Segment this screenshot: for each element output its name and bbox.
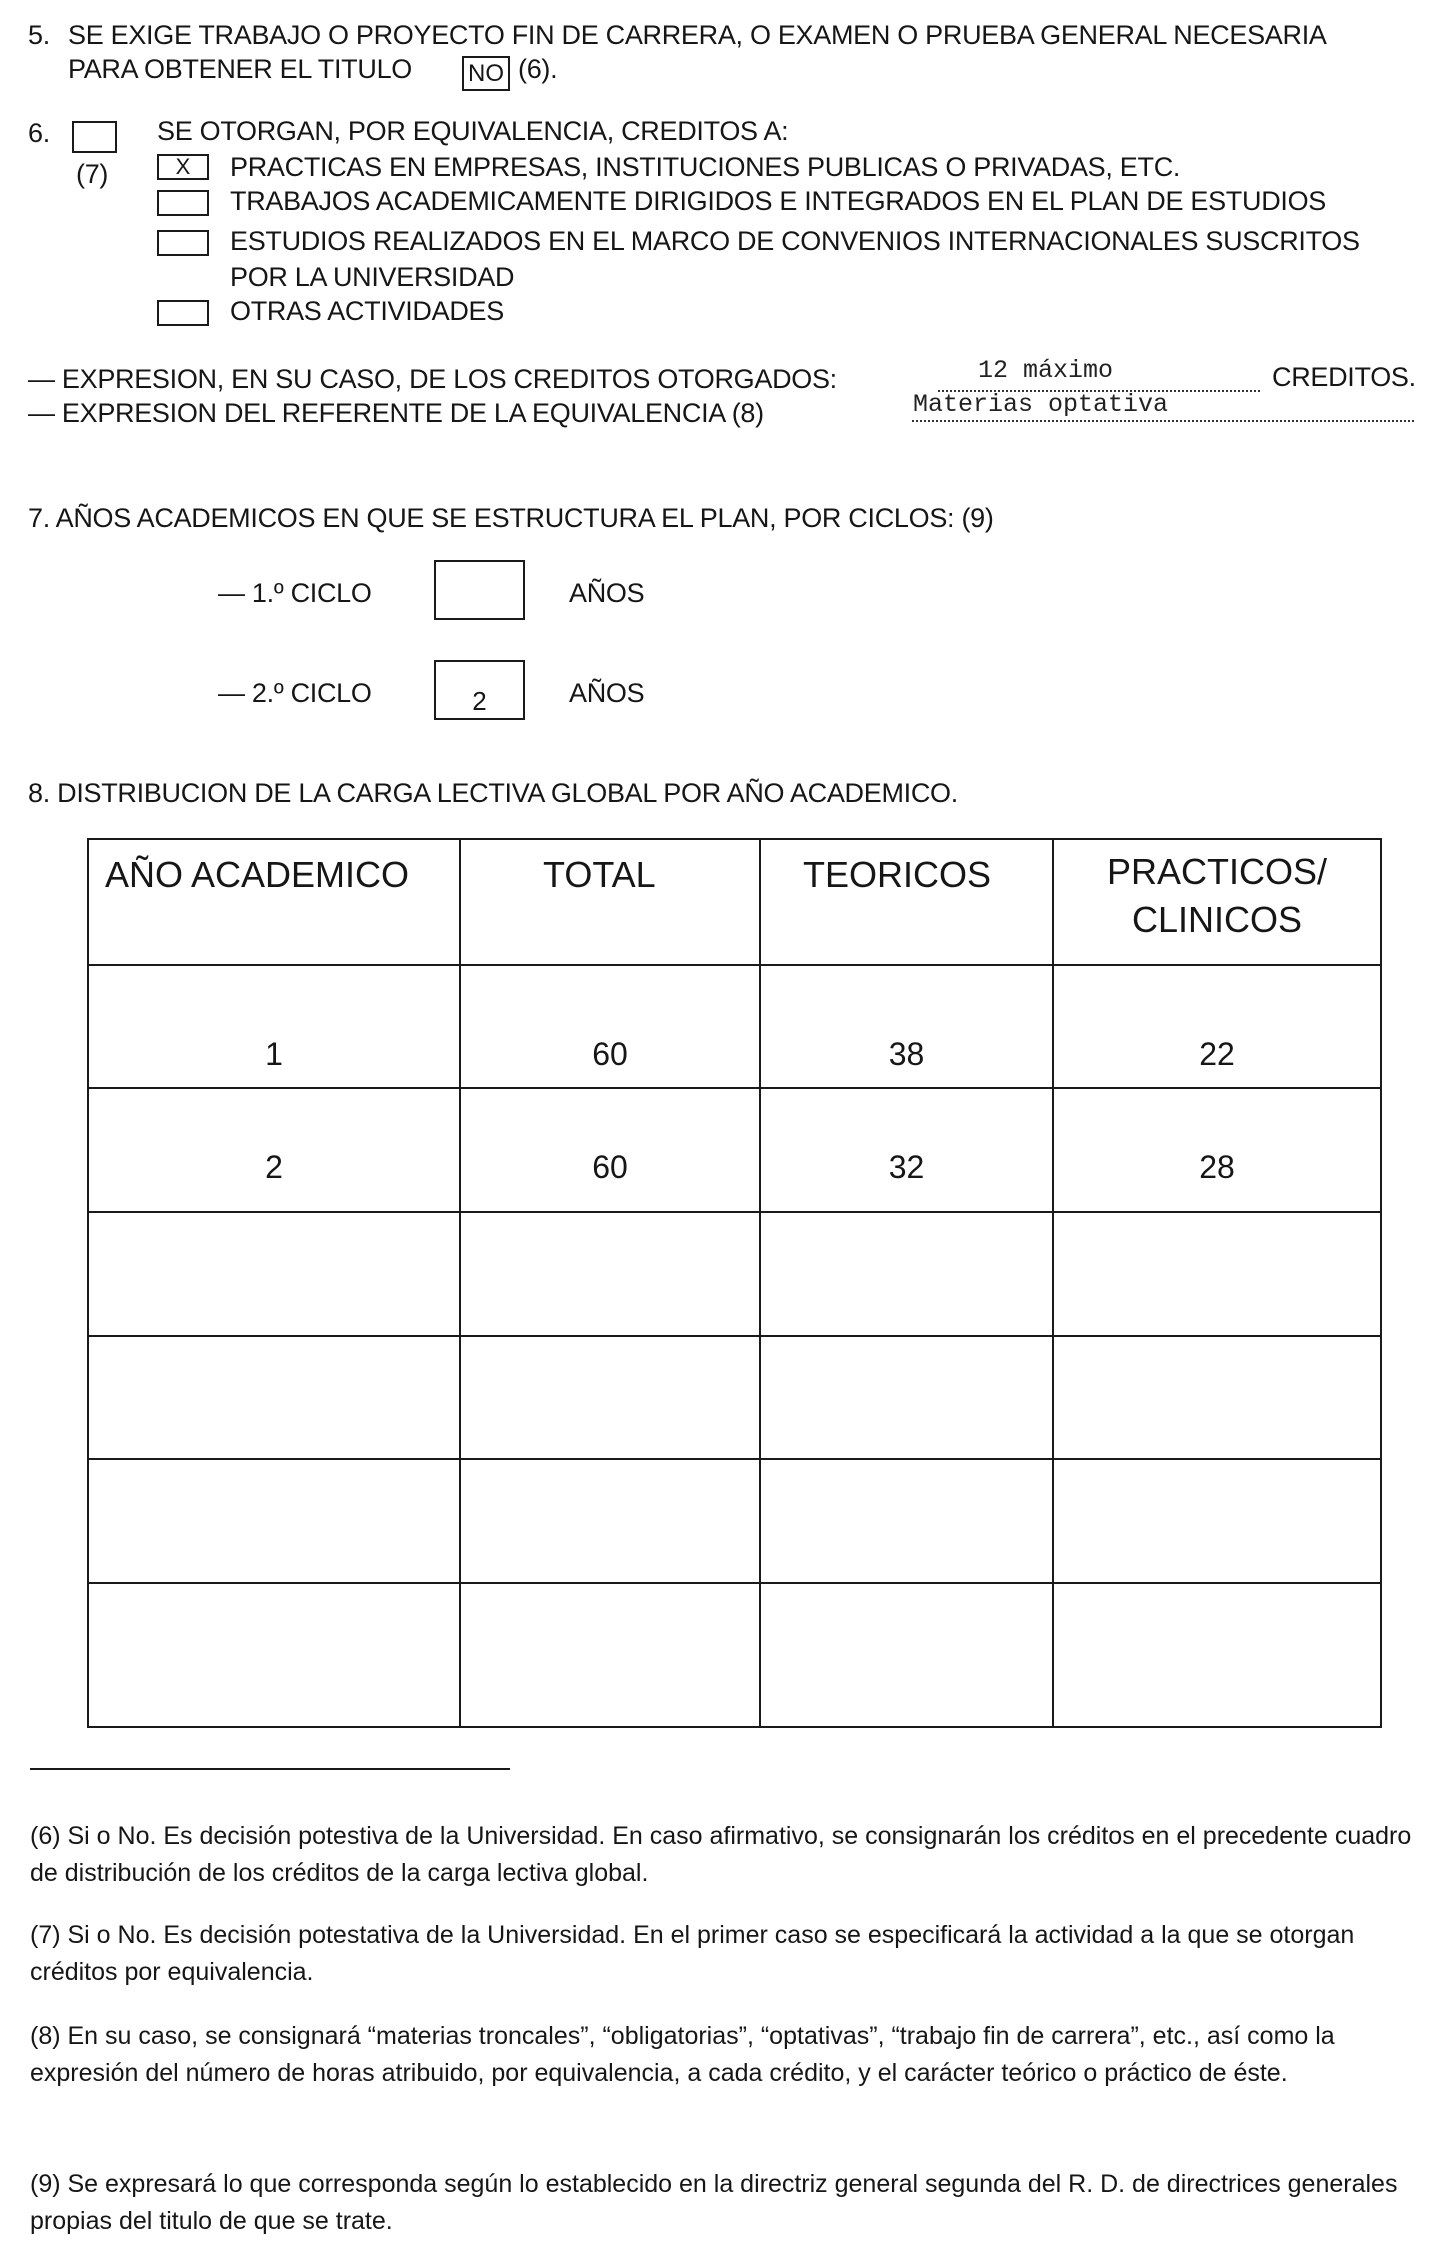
cell-practicos[interactable]: [1053, 1459, 1381, 1583]
table-row: [88, 965, 1381, 1089]
item7-heading: 7. AÑOS ACADEMICOS EN QUE SE ESTRUCTURA EL PLAN, POR CICLOS: (9): [28, 503, 994, 533]
cell-practicos[interactable]: [1053, 1212, 1381, 1336]
table-row: [88, 1583, 1381, 1727]
cell-teoricos[interactable]: 38: [760, 965, 1053, 1089]
item5-note-ref: (6).: [518, 54, 558, 84]
creditos-suffix: CREDITOS.: [1272, 362, 1416, 392]
footnote-8: (8) En su caso, se consignará “materias troncales”, “obligatorias”, “optativas”, “trabajo fin de carrera”, etc., así como la expresión del número de horas atribuido, por equivalencia, a cada crédito, y el carácter teórico o práctico de éste.: [30, 2022, 1335, 2087]
table-row: [88, 1212, 1381, 1336]
item8-heading: 8. DISTRIBUCION DE LA CARGA LECTIVA GLOBAL POR AÑO ACADEMICO.: [28, 778, 958, 808]
referente-label: — EXPRESION DEL REFERENTE DE LA EQUIVALENCIA (8): [28, 398, 764, 428]
cell-ano[interactable]: 1: [88, 965, 460, 1089]
cell-teoricos[interactable]: [760, 1212, 1053, 1336]
creditos-value[interactable]: 12 máximo: [978, 356, 1114, 385]
item5-question-line2: PARA OBTENER EL TITULO: [68, 54, 412, 84]
option-practicas-label: PRACTICAS EN EMPRESAS, INSTITUCIONES PUBLICAS O PRIVADAS, ETC.: [230, 152, 1181, 182]
cell-total[interactable]: 60: [460, 1088, 760, 1212]
cell-total[interactable]: 60: [460, 965, 760, 1089]
referente-value[interactable]: Materias optativa: [913, 390, 1169, 419]
cell-practicos[interactable]: [1053, 1336, 1381, 1460]
cell-practicos[interactable]: 22: [1053, 965, 1381, 1089]
option-trabajos-checkbox[interactable]: [157, 190, 209, 216]
table-row: [88, 1459, 1381, 1583]
cycle2-label: — 2.º CICLO: [218, 678, 372, 708]
cell-practicos[interactable]: [1053, 1583, 1381, 1727]
cell-ano[interactable]: [88, 1212, 460, 1336]
cell-total[interactable]: [460, 1459, 760, 1583]
column-header-total: TOTAL: [460, 839, 760, 965]
cell-ano[interactable]: [88, 1336, 460, 1460]
option-estudios-label: ESTUDIOS REALIZADOS EN EL MARCO DE CONVENIOS INTERNACIONALES SUSCRITOS: [230, 226, 1360, 256]
cycle2-unit: AÑOS: [569, 678, 645, 708]
column-header-practicos: PRACTICOS/ CLINICOS: [1053, 839, 1381, 965]
table-row: [88, 1336, 1381, 1460]
item6-heading: SE OTORGAN, POR EQUIVALENCIA, CREDITOS A:: [157, 116, 789, 146]
cycle1-label: — 1.º CICLO: [218, 578, 372, 608]
footnote-9: (9) Se expresará lo que corresponda según lo establecido en la directriz general segunda del R. D. de directrices generales propias del titulo de que se trate.: [30, 2170, 1398, 2235]
creditos-label: — EXPRESION, EN SU CASO, DE LOS CREDITOS OTORGADOS:: [28, 364, 837, 394]
footnote-6: (6) Si o No. Es decisión potestiva de la Universidad. En caso afirmativo, se consignarán los créditos en el precedente cuadro de distribución de los créditos de la carga lectiva global.: [30, 1822, 1412, 1887]
cell-teoricos[interactable]: [760, 1583, 1053, 1727]
footnote-separator: [30, 1768, 510, 1770]
footnote-7: (7) Si o No. Es decisión potestativa de la Universidad. En el primer caso se especificará la actividad a la que se otorgan créditos por equivalencia.: [30, 1921, 1355, 1986]
cell-ano[interactable]: [88, 1459, 460, 1583]
column-header-teoricos: TEORICOS: [760, 839, 1053, 965]
option-otras-label: OTRAS ACTIVIDADES: [230, 296, 504, 326]
option-practicas-checkbox[interactable]: X: [157, 154, 209, 180]
option-estudios-checkbox[interactable]: [157, 230, 209, 256]
item5-question-line1: SE EXIGE TRABAJO O PROYECTO FIN DE CARRERA, O EXAMEN O PRUEBA GENERAL NECESARIA: [68, 20, 1327, 50]
column-header-ano: AÑO ACADEMICO: [88, 839, 460, 965]
cell-total[interactable]: [460, 1336, 760, 1460]
option-trabajos-label: TRABAJOS ACADEMICAMENTE DIRIGIDOS E INTEGRADOS EN EL PLAN DE ESTUDIOS: [230, 186, 1327, 216]
table-row: [88, 1088, 1381, 1212]
cell-practicos[interactable]: 28: [1053, 1088, 1381, 1212]
cycle1-unit: AÑOS: [569, 578, 645, 608]
cell-total[interactable]: [460, 1212, 760, 1336]
cycle2-years-box[interactable]: 2: [434, 660, 525, 720]
cell-teoricos[interactable]: [760, 1459, 1053, 1583]
item5-answer-box[interactable]: NO: [462, 56, 510, 91]
option-estudios-label-cont: POR LA UNIVERSIDAD: [230, 262, 515, 292]
cell-teoricos[interactable]: [760, 1336, 1053, 1460]
table-header-row: [88, 839, 1381, 965]
option-otras-checkbox[interactable]: [157, 300, 209, 326]
cell-total[interactable]: [460, 1583, 760, 1727]
cell-ano[interactable]: 2: [88, 1088, 460, 1212]
referente-dotted-line: [912, 420, 1414, 422]
item6-number: 6.: [28, 118, 50, 148]
cycle1-years-box[interactable]: [434, 560, 525, 620]
item6-main-checkbox[interactable]: [72, 121, 117, 153]
cell-ano[interactable]: [88, 1583, 460, 1727]
cell-teoricos[interactable]: 32: [760, 1088, 1053, 1212]
carga-lectiva-table: [87, 838, 1382, 1728]
item6-note-ref: (7): [76, 159, 109, 189]
item5-number: 5.: [28, 20, 50, 50]
